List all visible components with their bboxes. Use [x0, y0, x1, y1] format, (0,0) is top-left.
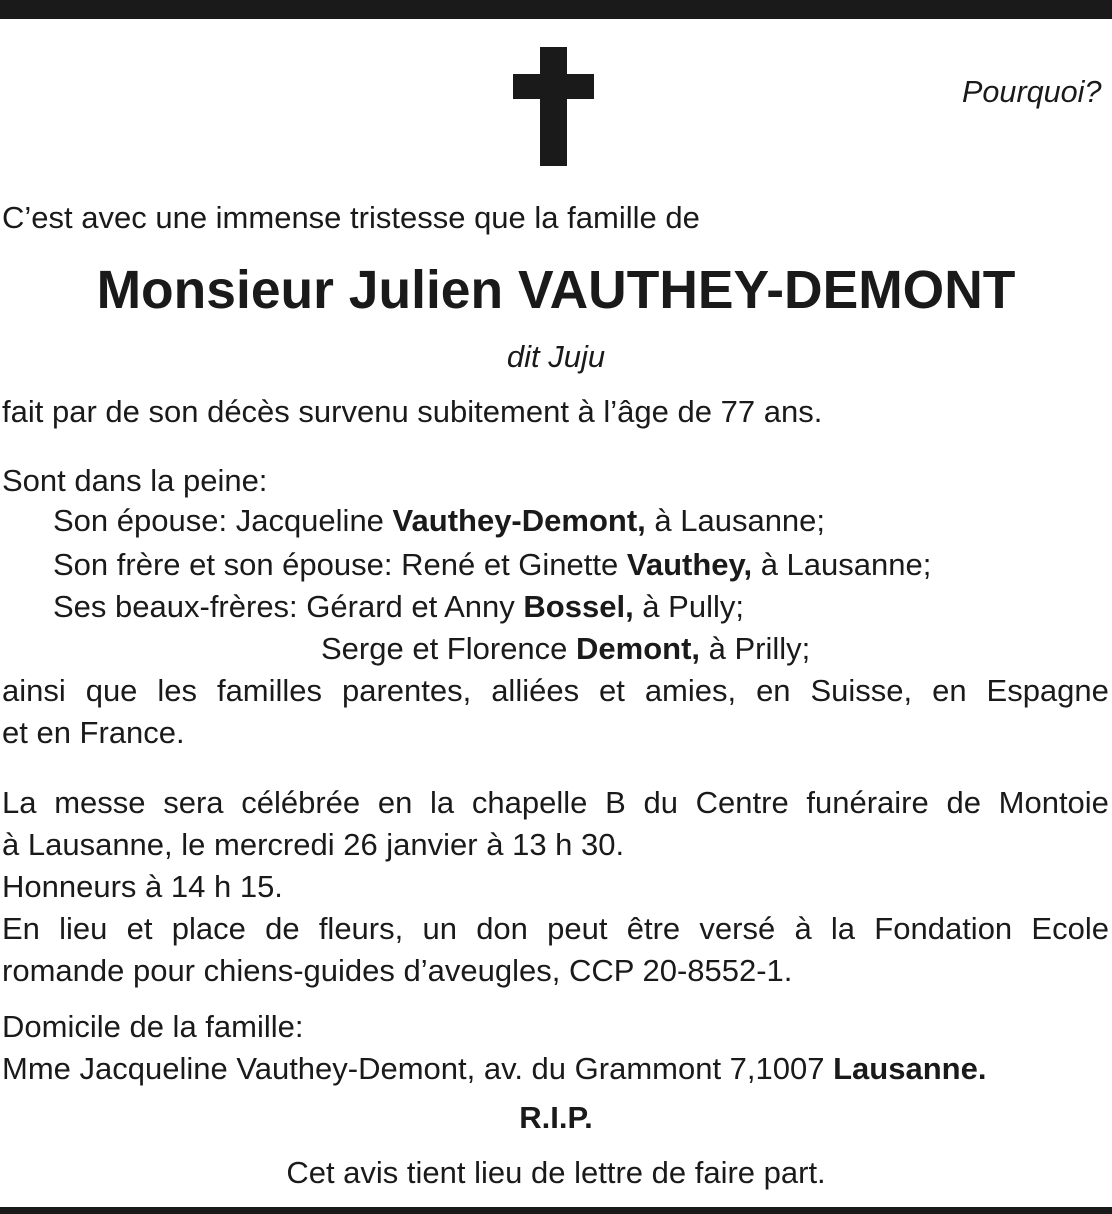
announcement-text: fait par de son décès survenu subitement à l’âge de 77 ans. [2, 394, 823, 429]
rip-text: R.I.P. [519, 1100, 593, 1135]
ceremony-line: La messe sera célébrée en la chapelle B du Centre funéraire de Montoie [2, 785, 1109, 820]
donation-details: romande pour chiens-guides d’aveugles, CCP 20-8552-1. [2, 953, 793, 988]
pourquoi-text: Pourquoi? [962, 74, 1102, 109]
mourner-entry: Serge et Florence Demont, à Prilly; [321, 631, 811, 666]
deceased-name: Monsieur Julien VAUTHEY-DEMONT [96, 260, 1016, 320]
cross-icon [513, 47, 594, 166]
relatives-line-end: et en France. [2, 715, 185, 750]
mourner-entry: Son frère et son épouse: René et Ginette Vauthey, à Lausanne; [53, 547, 932, 582]
honours-time: Honneurs à 14 h 15. [2, 869, 283, 904]
nickname-text: dit Juju [506, 339, 606, 374]
bottom-rule [0, 1207, 1112, 1214]
top-rule [0, 0, 1112, 19]
domicile-heading: Domicile de la famille: [2, 1009, 304, 1044]
mourner-entry: Ses beaux-frères: Gérard et Anny Bossel, à Pully; [53, 589, 744, 624]
donation-line: En lieu et place de fleurs, un don peut être versé à la Fondation Ecole [2, 911, 1109, 946]
mourner-entry: Son épouse: Jacqueline Vauthey-Demont, à Lausanne; [53, 503, 826, 538]
intro-text: C’est avec une immense tristesse que la famille de [2, 200, 700, 235]
relatives-line: ainsi que les familles parentes, alliées et amies, en Suisse, en Espagne [2, 673, 1109, 708]
footer-note: Cet avis tient lieu de lettre de faire part. [286, 1155, 826, 1190]
ceremony-date: à Lausanne, le mercredi 26 janvier à 13 h 30. [2, 827, 625, 862]
mourners-heading: Sont dans la peine: [2, 463, 268, 498]
domicile-address: Mme Jacqueline Vauthey-Demont, av. du Grammont 7,1007 Lausanne. [2, 1051, 987, 1086]
